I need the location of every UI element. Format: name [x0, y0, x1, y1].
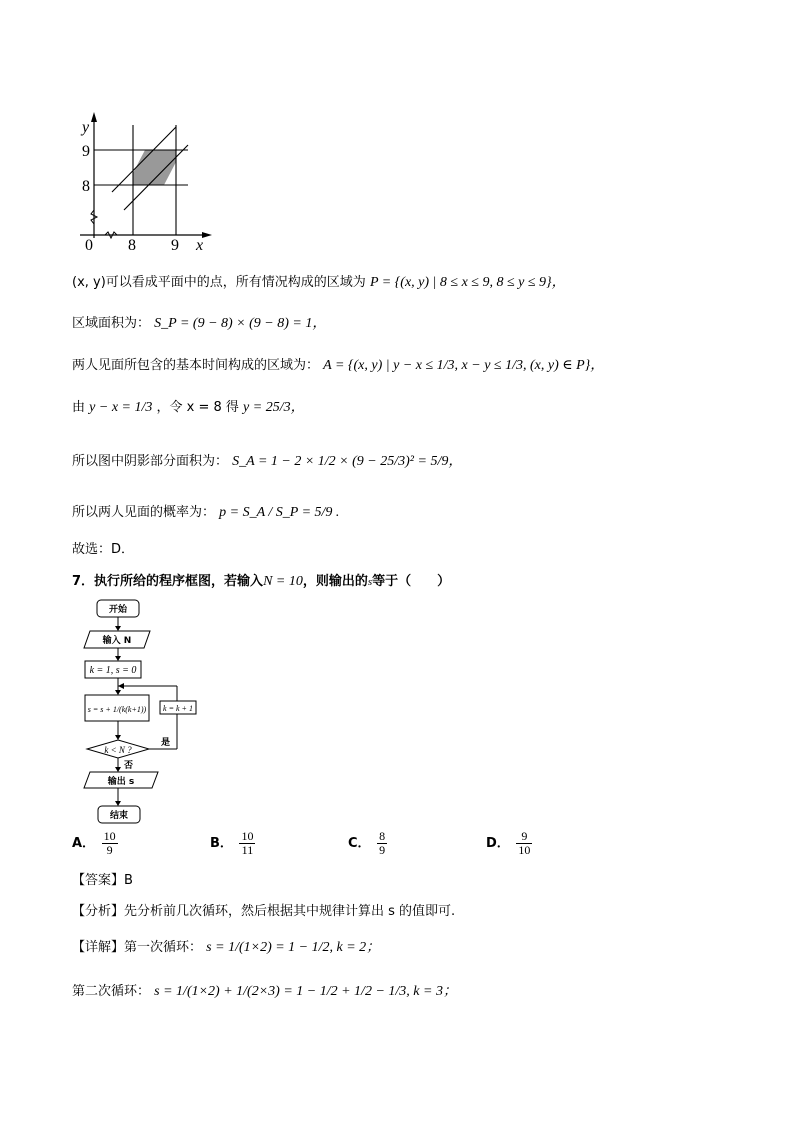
question-number: 7． — [72, 574, 95, 589]
option-b-den: 11 — [241, 843, 254, 857]
flow-end: 结束 — [109, 811, 129, 821]
detail-second-math: s = 1/(1×2) + 1/(2×3) = 1 − 1/2 + 1/2 − 1/3, k = 3； — [154, 984, 457, 999]
option-c-num: 8 — [379, 829, 386, 843]
solution-line-5-text: 所以图中阴影部分面积为： — [72, 454, 229, 469]
option-d[interactable] — [486, 830, 534, 857]
option-b-num: 10 — [241, 829, 254, 843]
detail-first-label: 第一次循环： — [124, 940, 203, 955]
option-c-label: C． — [348, 836, 371, 851]
question-7 — [72, 570, 450, 590]
flow-no: 否 — [124, 761, 134, 771]
flow-increment: k = k + 1 — [163, 704, 193, 713]
solution-line-5-math: S_A = 1 − 2 × 1/2 × (9 − 25/3)² = 5/9， — [232, 454, 463, 469]
solution-line-6-text: 所以两人见面的概率为： — [72, 505, 216, 520]
flow-init: k = 1, s = 0 — [89, 665, 137, 676]
detail-line-2 — [72, 982, 457, 1002]
option-c[interactable] — [348, 830, 389, 857]
option-d-label: D． — [486, 836, 510, 851]
option-b[interactable] — [210, 830, 257, 857]
flow-output: 输出 s — [107, 777, 135, 787]
y-axis-label: y — [82, 119, 90, 136]
detail-line-1 — [72, 938, 380, 958]
option-a-den: 9 — [106, 843, 113, 857]
solution-line-4-mid: ，令 x = 8 得 — [156, 400, 239, 415]
x-tick-8: 8 — [128, 237, 136, 254]
solution-conclusion: 故选：D． — [72, 542, 135, 557]
flow-yes: 是 — [161, 738, 171, 748]
analysis-line — [72, 902, 455, 922]
question-text-c: 等于（ ） — [372, 574, 451, 589]
solution-line-2-text: 区域面积为： — [72, 316, 151, 331]
solution-line-2-math: S_P = (9 − 8) × (9 − 8) = 1， — [154, 316, 327, 331]
analysis-tag: 【分析】 — [72, 904, 125, 919]
detail-second-label: 第二次循环： — [72, 984, 151, 999]
detail-first-math: s = 1/(1×2) = 1 − 1/2, k = 2； — [206, 940, 381, 955]
flow-assign: s = s + 1/(k(k+1)) — [87, 705, 147, 714]
solution-line-3-math: A = {(x, y) | y − x ≤ 1/3, x − y ≤ 1/3, (x, y) ∈ P}， — [323, 358, 605, 373]
detail-tag: 【详解】 — [72, 940, 125, 955]
solution-line-6 — [72, 503, 339, 523]
solution-line-4-math-a: y − x = 1/3 — [89, 400, 153, 415]
flow-condition: k < N ? — [104, 745, 132, 755]
flow-input: 输入 N — [102, 636, 132, 646]
option-c-den: 9 — [379, 843, 386, 857]
option-d-num: 9 — [516, 830, 532, 844]
analysis-text: 先分析前几次循环，然后根据其中规律计算出 s 的值即可. — [124, 904, 456, 919]
answer-tag: 【答案】 — [72, 873, 125, 888]
solution-line-6-math: p = S_A / S_P = 5/9 . — [219, 505, 340, 520]
solution-line-4 — [72, 398, 305, 418]
y-tick-8: 8 — [82, 178, 90, 195]
solution-line-1 — [72, 273, 566, 293]
option-a[interactable] — [72, 830, 120, 857]
question-text-a: 执行所给的程序框图，若输入 — [94, 574, 264, 589]
flow-start: 开始 — [108, 605, 128, 615]
solution-line-3 — [72, 356, 604, 376]
solution-line-1-text: (x, y)可以看成平面中的点，所有情况构成的区域为 — [72, 275, 366, 290]
solution-line-3-text: 两人见面所包含的基本时间构成的区域为： — [72, 358, 320, 373]
x-tick-9: 9 — [171, 237, 179, 254]
question-output-var: s — [367, 576, 373, 588]
answer-line — [72, 871, 133, 891]
region-graph — [70, 110, 215, 255]
origin-label: 0 — [85, 237, 93, 254]
option-a-label: A． — [72, 836, 96, 851]
solution-line-5 — [72, 452, 462, 472]
question-text-b: ，则输出的 — [302, 574, 368, 589]
option-b-label: B． — [210, 836, 233, 851]
answer-value: B — [124, 873, 133, 888]
solution-line-2 — [72, 314, 326, 334]
option-d-den: 10 — [518, 843, 531, 857]
option-a-num: 10 — [103, 829, 116, 843]
flowchart — [78, 598, 218, 826]
solution-line-1-math: P = {(x, y) | 8 ≤ x ≤ 9, 8 ≤ y ≤ 9}， — [369, 275, 566, 290]
question-input-math: N = 10 — [263, 574, 303, 589]
y-tick-9: 9 — [82, 143, 90, 160]
x-axis-label: x — [196, 237, 204, 254]
solution-line-4-math-b: y = 25/3， — [243, 400, 305, 415]
solution-line-4-prefix: 由 — [72, 400, 86, 415]
